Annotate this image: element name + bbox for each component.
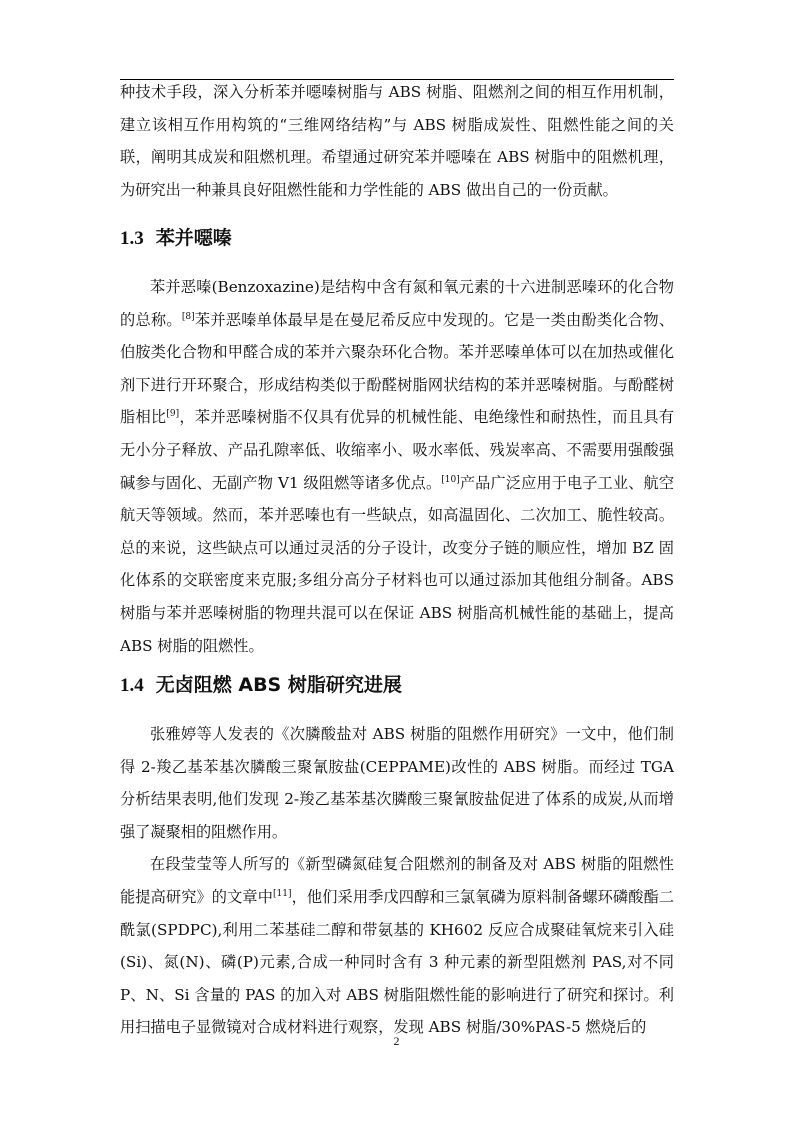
page-number: 2 [393, 1034, 400, 1048]
text-run: 产品广泛应用于电子工业、航空航天等领域。然而，苯并恶嗪也有一些缺点，如高温固化、二次加工、脆性较高。总的来说，这些缺点可以通过灵活的分子设计，改变分子链的顺应性，增加 BZ 固化体系的交联密度来克服;多组分高分子材料也可以通过添加其他组分制备。ABS 树脂与苯并恶嗪树脂的物理共混可以在保证 ABS 树脂高机械性能的基础上，提高 ABS 树脂的阻燃性。 [120, 473, 675, 655]
citation-10: [10] [441, 474, 460, 485]
benzoxazine-paragraph [120, 271, 674, 662]
section-number: 1.3 [120, 228, 144, 249]
section-heading-1-3 [120, 225, 674, 252]
continued-paragraph-block [120, 76, 674, 206]
text-run: 苯并恶嗪(Benzoxazine)是结构中含有氮和氧元素的十六进制恶嗪环的化合物的总称。 [120, 278, 674, 329]
text-run: ，苯并恶嗪树脂不仅具有优异的机械性能、电绝缘性和耐热性，而且具有无小分子释放、产品孔隙率低、收缩率小、吸水率低、残炭率高、不需要用强酸强碱参与固化、无副产物 V1 级阻燃等诸多优点。 [120, 408, 675, 492]
section-1-4-body [120, 718, 674, 1044]
flame-retardant-paragraph [120, 848, 674, 1044]
citation-8: [8] [181, 311, 195, 322]
citation-9: [9] [166, 409, 180, 420]
section-heading-1-4 [120, 672, 674, 699]
section-1-3-body [120, 271, 674, 662]
section-title: 无卤阻燃 ABS 树脂研究进展 [155, 674, 402, 696]
continued-paragraph: 种技术手段，深入分析苯并噁嗪树脂与 ABS 树脂、阻燃剂之间的相互作用机制，建立该相互作用构筑的“三维网络结构”与 ABS 树脂成炭性、阻燃性能之间的关联，阐明其成炭和阻燃机理。希望通过研究苯并噁嗪在 ABS 树脂中的阻燃机理，为研究出一种兼具良好阻燃性能和力学性能的 ABS 做出自己的一份贡献。 [120, 83, 674, 199]
text-run: ，他们采用季戊四醇和三氯氧磷为原料制备螺环磷酸酯二酰氯(SPDPC),利用二苯基硅二醇和带氨基的 KH602 反应合成聚硅氧烷来引入硅(Si)、氮(N)、磷(P)元素,合成一种同时含有 3 种元素的新型阻燃剂 PAS,对不同 P、N、Si 含量的 PAS 的加入对 ABS 树脂阻燃性能的影响进行了研究和探讨。利用扫描电子显微镜对合成材料进行观察，发现 ABS 树脂/30%PAS-5 燃烧后的 [120, 887, 675, 1037]
text-run: 在段莹莹等人所写的《新型磷氮硅复合阻燃剂的制备及对 ABS 树脂的阻燃性能提高研究》的文章中 [120, 855, 674, 906]
citation-11: [11] [273, 888, 292, 899]
text-run: 苯并恶嗪单体最早是在曼尼希反应中发现的。它是一类由酚类化合物、伯胺类化合物和甲醛合成的苯并六聚杂环化合物。苯并恶嗪单体可以在加热或催化剂下进行开环聚合，形成结构类似于酚醛树脂网状结构的苯并恶嗪树脂。与酚醛树脂相比 [120, 310, 675, 427]
section-title: 苯并噁嗪 [155, 227, 232, 249]
section-number: 1.4 [120, 675, 144, 696]
phosphinate-paragraph: 张雅婷等人发表的《次膦酸盐对 ABS 树脂的阻燃作用研究》一文中，他们制得 2-羧乙基苯基次膦酸三聚氰胺盐(CEPPAME)改性的 ABS 树脂。而经过 TGA 分析结果表明,他们发现 2-羧乙基苯基次膦酸三聚氰胺盐促进了体系的成炭,从而增强了凝聚相的阻燃作用。 [120, 725, 674, 841]
